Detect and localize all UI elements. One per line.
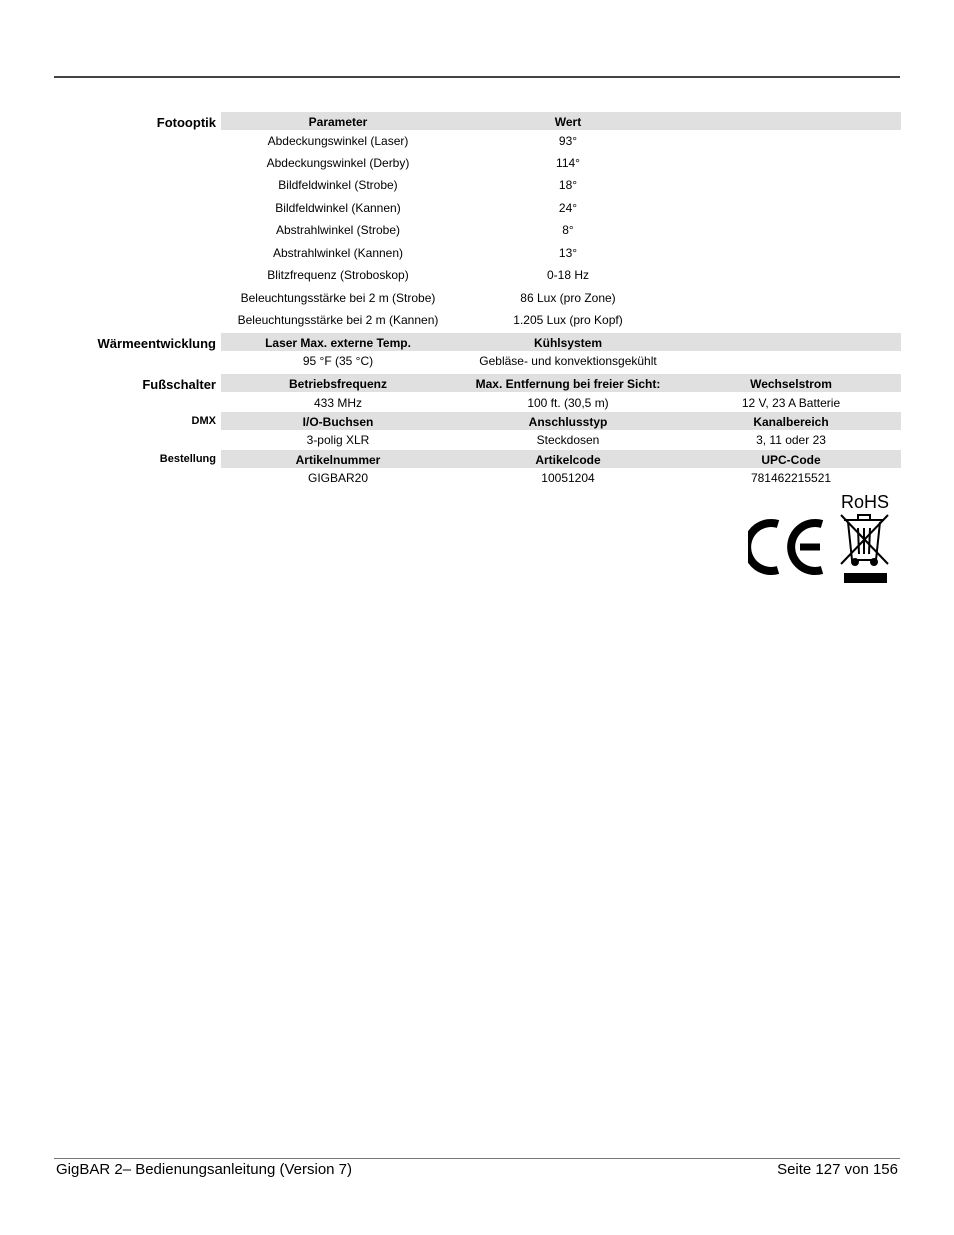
column-header: Kühlsystem (533, 336, 603, 350)
column-header: Kanalbereich (753, 415, 829, 429)
section-label-dmx: DMX (191, 415, 216, 427)
table-cell: 10051204 (541, 471, 595, 485)
table-cell: Abstrahlwinkel (Kannen) (272, 246, 404, 260)
table-cell: Beleuchtungsstärke bei 2 m (Strobe) (240, 291, 436, 305)
header-rule (54, 76, 900, 78)
table-cell: 13° (558, 246, 578, 260)
table-cell: 0-18 Hz (546, 268, 590, 282)
table-cell: 100 ft. (30,5 m) (527, 396, 609, 410)
column-header: Artikelnummer (295, 453, 381, 467)
table-cell: 86 Lux (pro Zone) (520, 291, 616, 305)
table-cell: 93° (558, 134, 578, 148)
footer-document-title: GigBAR 2– Bedienungsanleitung (Version 7) (56, 1161, 353, 1178)
section-label-fotooptik: Fotooptik (156, 115, 216, 130)
table-cell: GIGBAR20 (307, 471, 369, 485)
column-header: Wert (554, 115, 582, 129)
column-header: UPC-Code (761, 453, 821, 467)
table-cell: Blitzfrequenz (Stroboskop) (267, 268, 409, 282)
table-cell: 114° (556, 156, 580, 170)
table-cell: Beleuchtungsstärke bei 2 m (Kannen) (237, 313, 439, 327)
table-cell: Abdeckungswinkel (Laser) (267, 134, 409, 148)
table-cell: 8° (562, 223, 574, 237)
table-cell: 18° (558, 178, 578, 192)
table-cell: 3, 11 oder 23 (756, 433, 826, 447)
table-cell: 95 °F (35 °C) (302, 354, 374, 368)
table-cell: 24° (558, 201, 578, 215)
table-cell: Steckdosen (536, 433, 600, 447)
column-header: Parameter (308, 115, 368, 129)
section-label-waermeentwicklung: Wärmeentwicklung (97, 336, 216, 351)
footer-page-number: Seite 127 von 156 (777, 1161, 898, 1178)
table-cell: Abstrahlwinkel (Strobe) (275, 223, 401, 237)
table-cell: Gebläse- und konvektionsgekühlt (479, 354, 657, 368)
rohs-label: RoHS (841, 492, 890, 512)
table-cell: 12 V, 23 A Batterie (741, 396, 841, 410)
section-label-bestellung: Bestellung (159, 453, 216, 465)
table-cell: Bildfeldwinkel (Strobe) (278, 178, 398, 192)
footer-rule (54, 1158, 900, 1159)
weee-bin-icon (841, 515, 888, 565)
section-label-fussschalter: Fußschalter (142, 377, 216, 392)
column-header: I/O-Buchsen (302, 415, 374, 429)
column-header: Wechselstrom (750, 377, 832, 391)
table-cell: Bildfeldwinkel (Kannen) (275, 201, 401, 215)
table-cell: 1.205 Lux (pro Kopf) (513, 313, 623, 327)
ce-mark-icon (748, 490, 898, 586)
certification-logos (748, 490, 898, 586)
column-header: Max. Entfernung bei freier Sicht: (475, 377, 661, 391)
table-cell: 433 MHz (313, 396, 363, 410)
table-cell: 781462215521 (750, 471, 832, 485)
column-header: Laser Max. externe Temp. (265, 336, 411, 350)
table-cell: 3-polig XLR (306, 433, 370, 447)
column-header: Artikelcode (535, 453, 601, 467)
column-header: Betriebsfrequenz (288, 377, 388, 391)
table-cell: Abdeckungswinkel (Derby) (266, 156, 410, 170)
column-header: Anschlusstyp (528, 415, 608, 429)
